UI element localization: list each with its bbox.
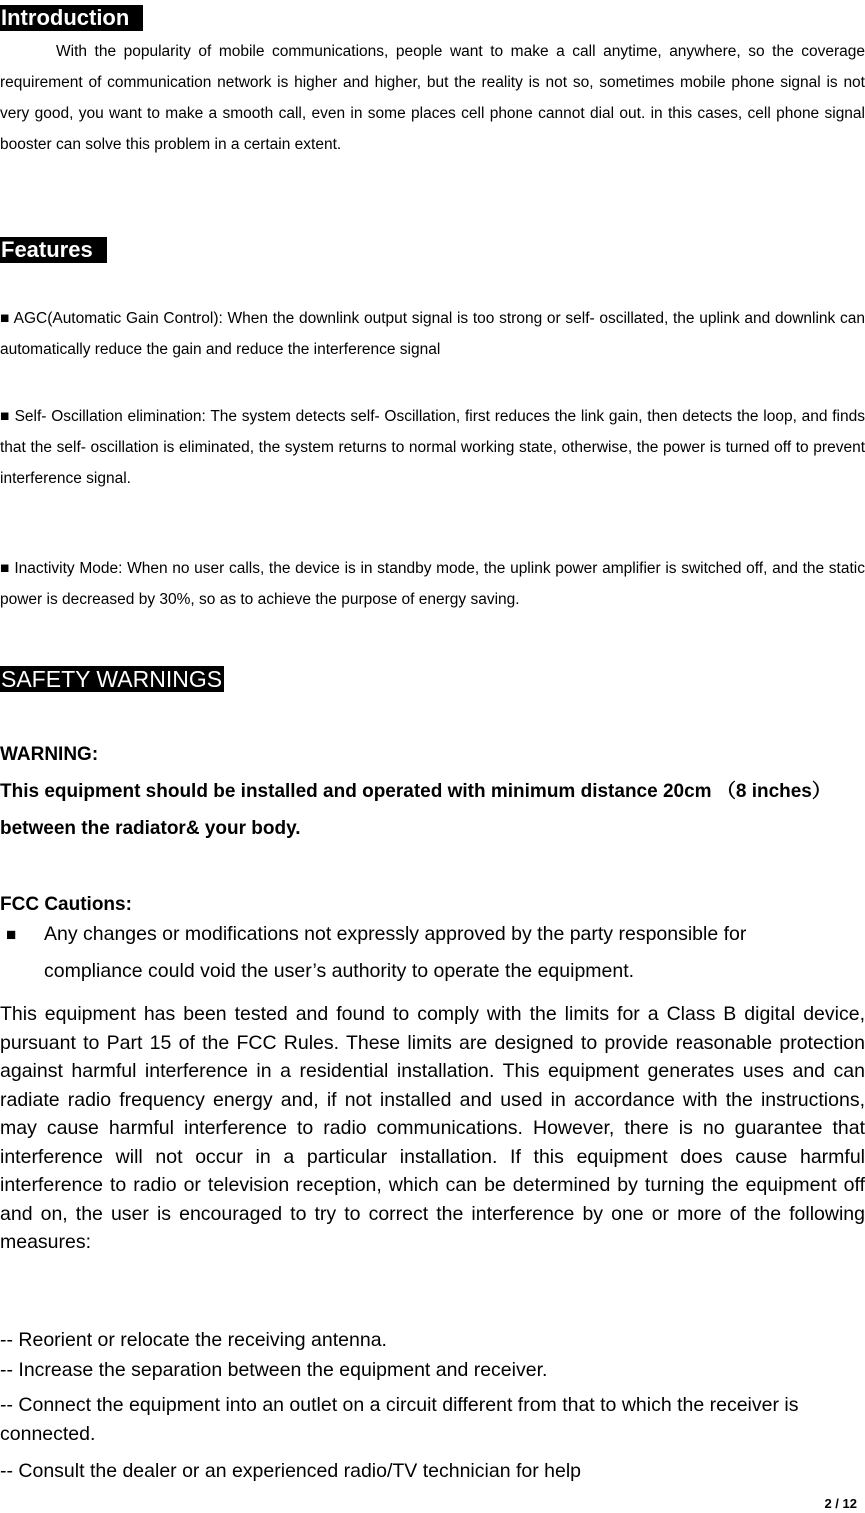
feature-item-agc [0,303,865,365]
feature-text-agc: ■ AGC(Automatic Gain Control): When the downlink output signal is too strong or self- oscillated, the uplink and downlink can automatically reduce the gain and reduce the interference signal [0,310,865,358]
feature-text-inactivity-mode: ■ Inactivity Mode: When no user calls, the device is in standby mode, the uplink power amplifier is switched off, and the static power is decreased by 30%, so as to achieve the purpose of energy saving. [0,560,865,608]
fcc-compliance-paragraph: This equipment has been tested and found to comply with the limits for a Class B digital device, pursuant to Part 15 of the FCC Rules. These limits are designed to provide reasonable protection against harmful interference in a residential installation. This equipment generates uses and can radiate radio frequency energy and, if not installed and used in accordance with the instructions, may cause harmful interference to radio communications. However, there is no guarantee that interference will not occur in a particular installation. If this equipment does cause harmful interference to radio or television reception, which can be determined by turning the equipment off and on, the user is encouraged to try to correct the interference by one or more of the following measures: [0,1003,865,1253]
feature-text-self-oscillation: ■ Self- Oscillation elimination: The system detects self- Oscillation, first reduces the link gain, then detects the loop, and finds that the self- oscillation is eliminated, the system returns to normal working state, otherwise, the power is turned off to prevent interference signal. [0,408,865,487]
features-heading: Features [0,237,107,263]
warning-text: This equipment should be installed and operated with minimum distance 20cm （8 inches）between the radiator& your body. [0,781,831,839]
fcc-measure-item: -- Consult the dealer or an experienced radio/TV technician for help [0,1460,581,1482]
warning-label: WARNING: [0,744,99,765]
fcc-measure-item: -- Increase the separation between the equipment and receiver. [0,1359,548,1381]
introduction-paragraph [0,36,865,160]
fcc-measure-item: -- Reorient or relocate the receiving antenna. [0,1329,387,1351]
page-number: 2 / 12 [824,1496,857,1511]
fcc-measure-item: -- Connect the equipment into an outlet on a circuit different from that to which the receiver is connected. [0,1394,799,1445]
fcc-bullet-text: Any changes or modifications not expressly approved by the party responsible for compliance could void the user’s authority to operate the equipment. [44,923,747,982]
introduction-heading: Introduction [0,5,143,31]
feature-item-self-oscillation [0,401,865,494]
feature-item-inactivity-mode [0,553,865,615]
square-bullet-icon: ■ [6,925,17,944]
safety-warnings-heading: SAFETY WARNINGS [1,666,223,692]
introduction-text: With the popularity of mobile communications, people want to make a call anytime, anywhere, so the coverage requirement of communication network is higher and higher, but the reality is not so, sometimes mobile phone signal is not very good, you want to make a smooth call, even in some places cell phone cannot dial out. in this cases, cell phone signal booster can solve this problem in a certain extent. [0,43,865,153]
fcc-cautions-label: FCC Cautions: [0,894,132,915]
